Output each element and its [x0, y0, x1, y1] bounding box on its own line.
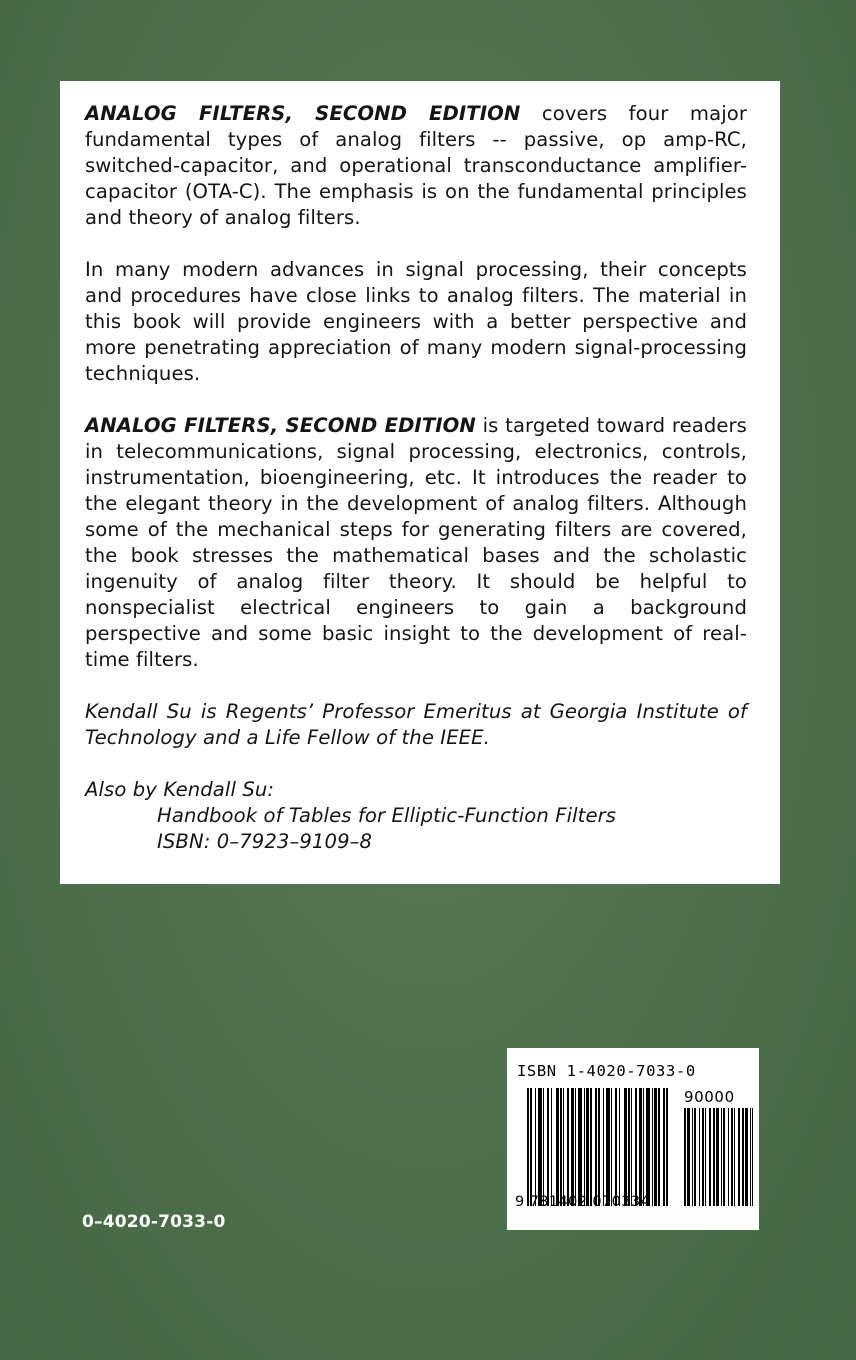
- barcode-bar: [551, 1088, 552, 1206]
- barcode-bar: [643, 1088, 644, 1206]
- barcode-bar: [635, 1088, 637, 1206]
- barcode-bar: [575, 1088, 576, 1206]
- barcode-bar: [606, 1088, 610, 1206]
- barcode-addon-bar: [750, 1108, 751, 1206]
- barcode-bar: [567, 1088, 569, 1206]
- barcode-addon-bar: [709, 1108, 711, 1206]
- barcode-bar: [639, 1088, 642, 1206]
- intro-paragraph: [85, 101, 747, 231]
- barcode-addon-bar: [745, 1108, 748, 1206]
- author-bio: Kendall Su is Regents’ Professor Emeritus at Georgia Institute of Technology and a Life Fellow of the IEEE.: [85, 700, 747, 749]
- barcode-bar: [530, 1088, 532, 1206]
- barcode-bar: [535, 1088, 536, 1206]
- barcode-addon-bar: [694, 1108, 696, 1206]
- barcode-bar: [652, 1088, 653, 1206]
- barcode-addon-bar: [721, 1108, 722, 1206]
- also-by-isbn: ISBN: 0–7923–9109–8: [157, 830, 373, 853]
- barcode-addon-bar: [699, 1108, 700, 1206]
- signal-processing-paragraph: [85, 257, 747, 387]
- barcode-addon-bar: [738, 1108, 740, 1206]
- isbn-number: 0–4020-7033-0: [82, 1212, 226, 1232]
- also-by-block: [85, 777, 747, 855]
- barcode-box: [507, 1048, 759, 1230]
- barcode-addon-bar: [692, 1108, 693, 1206]
- barcode-bar: [666, 1088, 668, 1206]
- barcode-bar: [584, 1088, 585, 1206]
- intro-text: covers four major fundamental types of analog filters -- passive, op amp-RC, switched-capacitor, and operational transconductance amplifier-capacitor (OTA-C). The emphasis is on the fundamental principles and theory of analog filters.: [85, 102, 747, 229]
- barcode-addon-bar: [687, 1108, 690, 1206]
- barcode-bar: [547, 1088, 549, 1206]
- barcode-bar: [646, 1088, 650, 1206]
- barcode-bar: [560, 1088, 562, 1206]
- barcode-bar: [624, 1088, 627, 1206]
- barcode-addon-bar: [734, 1108, 735, 1206]
- barcode-addon-bar: [723, 1108, 725, 1206]
- blurb-panel: [60, 81, 780, 884]
- barcode-bar: [590, 1088, 592, 1206]
- signal-processing-text: In many modern advances in signal processing, their concepts and procedures have close links to analog filters. The material in this book will provide engineers with a better perspective and more penetrating appreciation of many modern signal-processing techniques.: [85, 258, 747, 385]
- barcode-addon-bar: [713, 1108, 715, 1206]
- barcode-addon-bar: [752, 1108, 753, 1206]
- book-title-emphasis: ANALOG FILTERS, SECOND EDITION: [85, 102, 521, 125]
- barcode-addon-bar: [742, 1108, 744, 1206]
- barcode-addon-bar: [702, 1108, 704, 1206]
- barcode-bar: [538, 1088, 542, 1206]
- barcode-addon-bar: [716, 1108, 719, 1206]
- barcode-bar: [543, 1088, 544, 1206]
- barcode-addon-bar: [705, 1108, 706, 1206]
- also-by-title: Handbook of Tables for Elliptic-Function Filters: [157, 804, 617, 827]
- barcode-addon-bar: [684, 1108, 686, 1206]
- addon-barcode-bars: [684, 1108, 753, 1206]
- barcode-bar: [663, 1088, 665, 1206]
- barcode-bar: [578, 1088, 582, 1206]
- barcode-addon-bar: [731, 1108, 733, 1206]
- barcode-bar: [563, 1088, 564, 1206]
- barcode-addon-digits: 90000: [684, 1088, 735, 1106]
- barcode-bar: [595, 1088, 597, 1206]
- barcode-bar: [611, 1088, 612, 1206]
- barcode-bar: [603, 1088, 604, 1206]
- barcode-bar: [556, 1088, 559, 1206]
- barcode-bar: [615, 1088, 617, 1206]
- barcode-bar: [586, 1088, 589, 1206]
- barcode-bar: [654, 1088, 657, 1206]
- ean-barcode-bars: [527, 1088, 668, 1206]
- audience-text: is targeted toward readers in telecommunications, signal processing, electronics, controls, instrumentation, bioengineering, etc. It introduces the reader to the elegant theory in the development of analog filters. Although some of the mechanical steps for generating filters are covered, the book stresses the mathematical bases and the scholastic ingenuity of analog filter theory. It should be helpful to nonspecialist electrical engineers to gain a background perspective and some basic insight to the development of real-time filters.: [85, 414, 747, 671]
- book-title-emphasis-2: ANALOG FILTERS, SECOND EDITION: [85, 414, 476, 437]
- barcode-bar: [628, 1088, 630, 1206]
- barcode-bar: [658, 1088, 660, 1206]
- barcode-bar: [571, 1088, 574, 1206]
- barcode-bar: [598, 1088, 600, 1206]
- barcode-isbn-label: ISBN 1-4020-7033-0: [517, 1062, 696, 1080]
- also-by-heading: Also by Kendall Su:: [85, 778, 275, 801]
- barcode-ean-digits: 9 781402 070334: [515, 1194, 651, 1210]
- barcode-bar: [527, 1088, 529, 1206]
- audience-paragraph: [85, 413, 747, 673]
- barcode-bar: [631, 1088, 632, 1206]
- barcode-addon-bar: [728, 1108, 729, 1206]
- barcode-bar: [619, 1088, 620, 1206]
